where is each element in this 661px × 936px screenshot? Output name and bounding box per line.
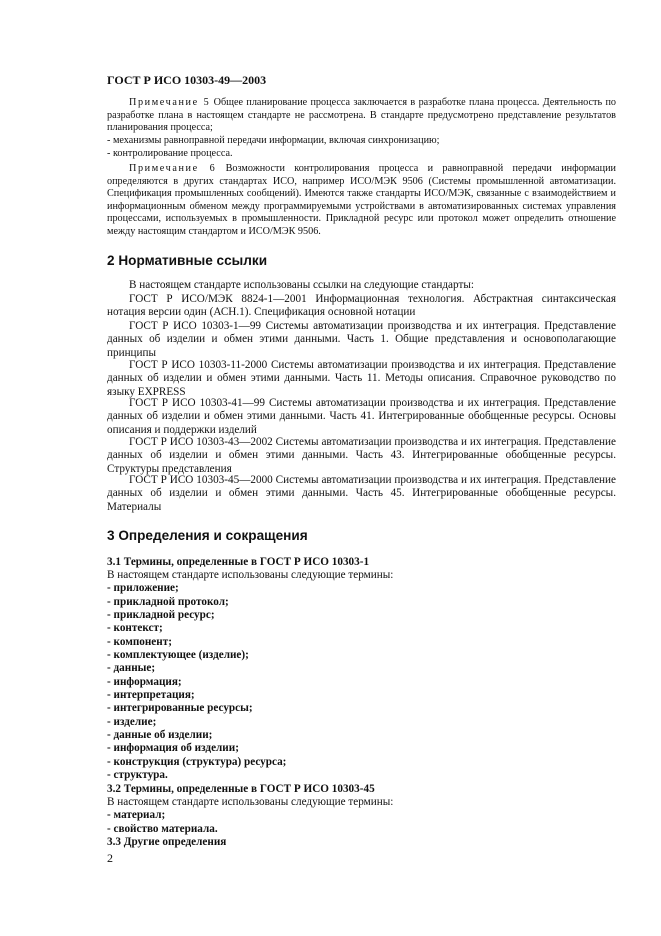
note-5: [107, 97, 616, 135]
term-item: - прикладной ресурс;: [107, 609, 215, 622]
term-item: - структура.: [107, 769, 168, 782]
term-item: - изделие;: [107, 715, 157, 728]
document-header: ГОСТ Р ИСО 10303-49—2003: [107, 73, 267, 87]
term-item: - конструкция (структура) ресурса;: [107, 755, 287, 768]
reference-item: ГОСТ Р ИСО 10303-11-2000 Системы автоматизации производства и их интеграция. Представление данных об изделии и обмен этими данными. Часть 11. Методы описания. Справочное руководство по языку EXPRESS: [107, 359, 616, 398]
reference-item: ГОСТ Р ИСО/МЭК 8824-1—2001 Информационная технология. Абстрактная синтаксическая нотация версии один (АСН.1). Спецификация основной нотации: [107, 293, 616, 319]
section-2-title: 2 Нормативные ссылки: [107, 253, 268, 268]
note-6: [107, 163, 616, 239]
reference-item: ГОСТ Р ИСО 10303-45—2000 Системы автоматизации производства и их интеграция. Представление данных об изделии и обмен этими данными. Часть 45. Интегрированные обобщенные ресурсы. Материалы: [107, 474, 616, 513]
note-5-item: - механизмы равноправной передачи информации, включая синхронизацию;: [107, 135, 440, 146]
term-item: - свойство материала.: [107, 822, 218, 835]
term-item: - данные;: [107, 662, 156, 675]
subsection-intro: В настоящем стандарте использованы следующие термины:: [107, 569, 394, 581]
section-2-intro: В настоящем стандарте использованы ссылки на следующие стандарты:: [129, 279, 474, 291]
term-item: - контекст;: [107, 622, 163, 635]
term-item: - приложение;: [107, 582, 179, 595]
note-5-items: [107, 135, 616, 160]
subsection-3-1-title: 3.1 Термины, определенные в ГОСТ Р ИСО 10303-1: [107, 556, 370, 568]
reference-item: ГОСТ Р ИСО 10303-41—99 Системы автоматизации производства и их интеграция. Представление данных об изделии и обмен этими данными. Часть 41. Интегрированные обобщенные ресурсы. Основы описания и поддержки изделий: [107, 397, 616, 436]
term-item: - интерпретация;: [107, 689, 195, 702]
note-5-item: - контролирование процесса.: [107, 147, 233, 159]
term-item: - интегрированные ресурсы;: [107, 702, 253, 715]
term-item: - комплектующее (изделие);: [107, 649, 249, 662]
note-5-text: Общее планирование процесса заключается в разработке плана процесса. Деятельность по разработке плана в настоящем стандарте не рассмотрена. В стандарте предусмотрено представление результатов планирования процесса;: [107, 97, 617, 134]
term-item: - информация об изделии;: [107, 742, 239, 755]
term-item: - данные об изделии;: [107, 729, 213, 742]
term-item: - информация;: [107, 675, 182, 688]
note-6-text: Возможности контролирования процесса и равноправной передачи информации определяются в других стандартах ИСО, например ИСО/МЭК 9506 (Системы промышленной автоматизации. Спецификация промышленных сообщений). Имеются также стандарты ИСО/МЭК, связанные с взаимодействием и информационным обменом между программируемыми устройствами в автоматизированных системах управления процессами, используемых в промышленности. Прикладной ресурс или протокол может определить отношение между настоящим стандартом и ИСО/МЭК 9506.: [107, 163, 616, 237]
reference-item: ГОСТ Р ИСО 10303-43—2002 Системы автоматизации производства и их интеграция. Представление данных об изделии и обмен этими данными. Часть 43. Интегрированные обобщенные ресурсы. Структуры представления: [107, 436, 616, 475]
note-5-label: Примечание 5: [129, 97, 211, 108]
subsection-intro: В настоящем стандарте использованы следующие термины:: [107, 795, 394, 808]
note-6-label: Примечание 6: [129, 163, 217, 174]
term-item: - материал;: [107, 809, 166, 822]
subsection-3-2-title: 3.2 Термины, определенные в ГОСТ Р ИСО 10303-45: [107, 782, 375, 795]
page-number: 2: [107, 851, 113, 865]
section-3-title: 3 Определения и сокращения: [107, 528, 308, 543]
subsection-3-3-title: 3.3 Другие определения: [107, 835, 227, 848]
term-item: - прикладной протокол;: [107, 595, 229, 608]
subsection-3-1-body: [107, 569, 616, 849]
term-item: - компонент;: [107, 635, 172, 648]
reference-item: ГОСТ Р ИСО 10303-1—99 Системы автоматизации производства и их интеграция. Представление данных об изделии и обмен этими данными. Часть 1. Общие представления и основополагающие принципы: [107, 320, 616, 359]
